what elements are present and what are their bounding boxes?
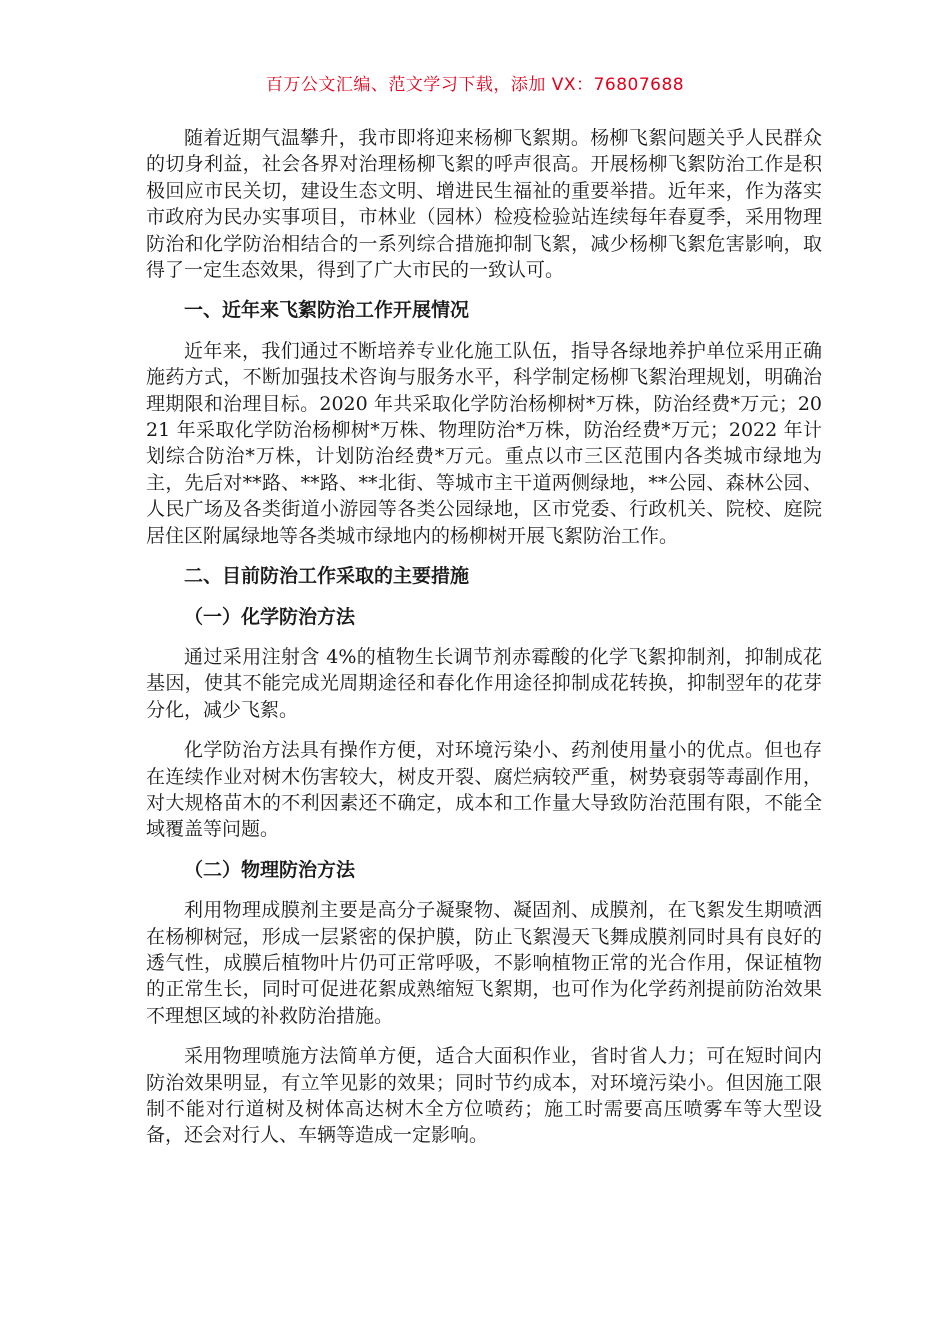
- intro-paragraph: 随着近期气温攀升，我市即将迎来杨柳飞絮期。杨柳飞絮问题关乎人民群众的切身利益，社会各界对治理杨柳飞絮的呼声很高。开展杨柳飞絮防治工作是积极回应市民关切，建设生态文明、增进民生福祉的重要举措。近年来，作为落实市政府为民办实事项目，市林业（园林）检疫检验站连续每年春夏季，采用物理防治和化学防治相结合的一系列综合措施抑制飞絮，减少杨柳飞絮危害影响，取得了一定生态效果，得到了广大市民的一致认可。: [146, 127, 822, 282]
- section-1-heading: 一、近年来飞絮防治工作开展情况: [184, 299, 470, 322]
- subsection-chemical-paragraph-2: 化学防治方法具有操作方便，对环境污染小、药剂使用量小的优点。但也存在连续作业对树木伤害较大，树皮开裂、腐烂病较严重，树势衰弱等毒副作用，对大规格苗木的不利因素还不确定，成本和工作量大导致防治范围有限，不能全域覆盖等问题。: [146, 739, 822, 841]
- download-banner: 百万公文汇编、范文学习下载，添加 VX：76807688: [265, 75, 685, 95]
- subsection-chemical-paragraph-1: 通过采用注射含 4%的植物生长调节剂赤霉酸的化学飞絮抑制剂，抑制成花基因，使其不能完成光周期途径和春化作用途径抑制成花转换，抑制翌年的花芽分化，减少飞絮。: [146, 645, 822, 721]
- subsection-physical-paragraph-2: 采用物理喷施方法简单方便，适合大面积作业，省时省人力；可在短时间内防治效果明显，有立竿见影的效果；同时节约成本，对环境污染小。但因施工限制不能对行道树及树体高达树木全方位喷药；施工时需要高压喷雾车等大型设备，还会对行人、车辆等造成一定影响。: [146, 1045, 822, 1147]
- document-body: [146, 125, 822, 1163]
- subsection-physical-heading: （二）物理防治方法: [184, 858, 356, 881]
- section-1-paragraph: 近年来，我们通过不断培养专业化施工队伍，指导各绿地养护单位采用正确施药方式，不断加强技术咨询与服务水平，科学制定杨柳飞絮治理规划，明确治理期限和治理目标。2020 年共采取化学防治杨柳树*万株，防治经费*万元；2021 年采取化学防治杨柳树*万株、物理防治*万株，防治经费*万元；2022 年计划综合防治*万株，计划防治经费*万元。重点以市三区范围内各类城市绿地为主，先后对**路、**路、**北街、等城市主干道两侧绿地，**公园、森林公园、人民广场及各类街道小游园等各类公园绿地，区市党委、行政机关、院校、庭院居住区附属绿地等各类城市绿地内的杨柳树开展飞絮防治工作。: [146, 339, 822, 547]
- subsection-physical-paragraph-1: 利用物理成膜剂主要是高分子凝聚物、凝固剂、成膜剂，在飞絮发生期喷洒在杨柳树冠，形成一层紧密的保护膜，防止飞絮漫天飞舞成膜剂同时具有良好的透气性，成膜后植物叶片仍可正常呼吸，不影响植物正常的光合作用，保证植物的正常生长，同时可促进花絮成熟缩短飞絮期，也可作为化学药剂提前防治效果不理想区域的补救防治措施。: [146, 899, 822, 1027]
- subsection-chemical-heading: （一）化学防治方法: [184, 605, 356, 628]
- section-2-heading: 二、目前防治工作采取的主要措施: [184, 565, 470, 588]
